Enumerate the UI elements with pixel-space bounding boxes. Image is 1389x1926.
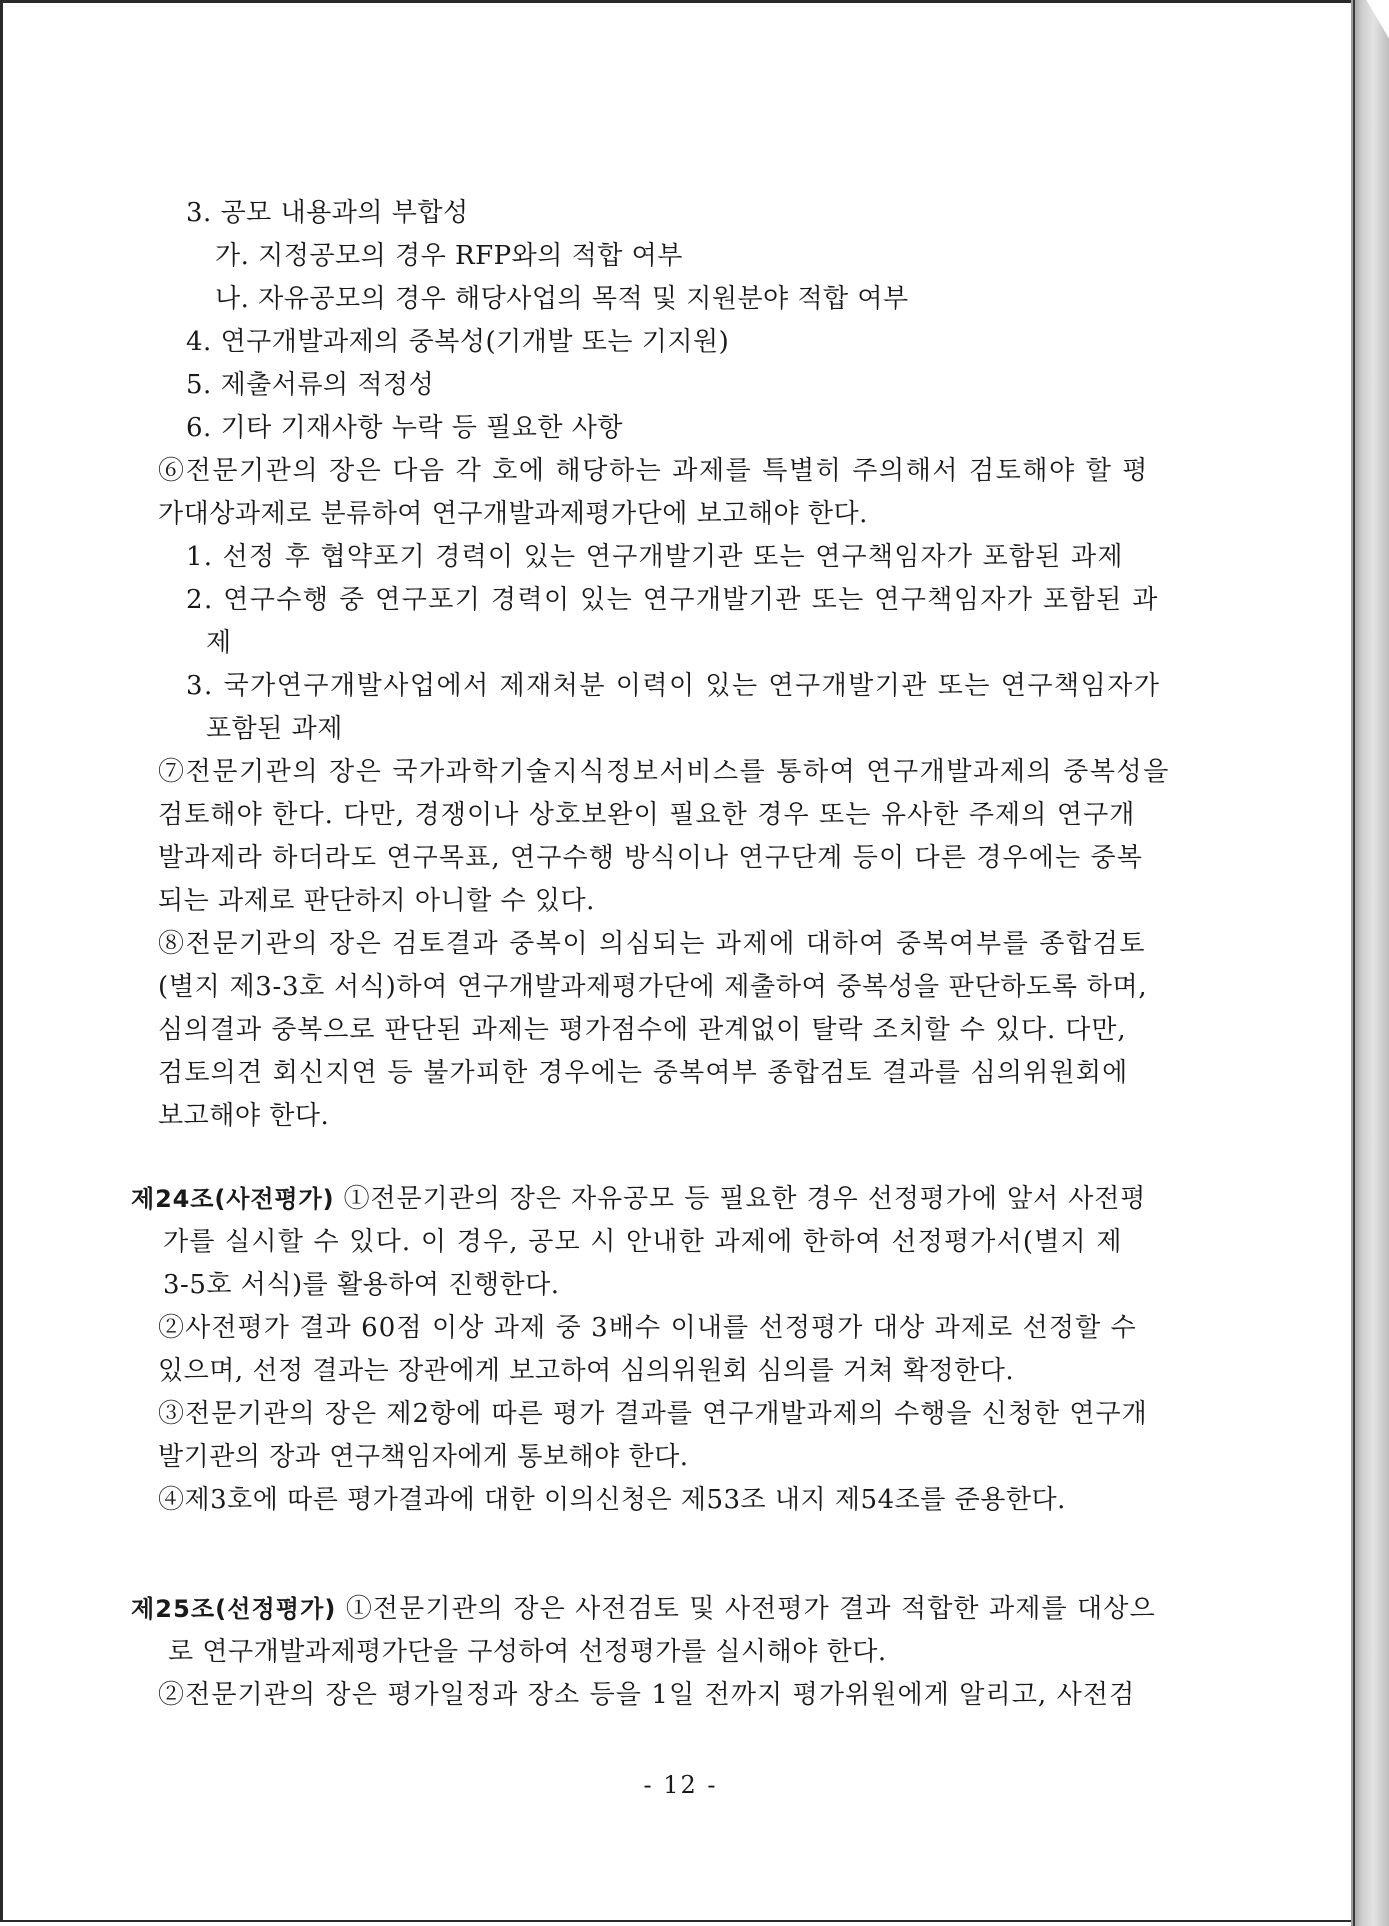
text-line: 로 연구개발과제평가단을 구성하여 선정평가를 실시해야 한다. [168,1637,887,1667]
article-25-heading-line [131,1591,1156,1627]
text-line: 검토의견 회신지연 등 불가피한 경우에는 중복여부 종합검토 결과를 심의위원회에 [158,1058,1129,1088]
text-line: 2. 연구수행 중 연구포기 경력이 있는 연구개발기관 또는 연구책임자가 포함된 과 [186,585,1159,615]
text-line: 1. 선정 후 협약포기 경력이 있는 연구개발기관 또는 연구책임자가 포함된 과제 [186,542,1124,572]
text-line: 6. 기타 기재사항 누락 등 필요한 사항 [186,413,624,443]
text-line: 발과제라 하더라도 연구목표, 연구수행 방식이나 연구단계 등이 다른 경우에는 중복 [158,843,1143,873]
text-line: ⑦전문기관의 장은 국가과학기술지식정보서비스를 통하여 연구개발과제의 중복성을 [158,757,1170,787]
text-line: ⑧전문기관의 장은 검토결과 중복이 의심되는 과제에 대하여 중복여부를 종합검토 [158,929,1147,959]
article-24-heading-line [131,1181,1146,1217]
text-line: ③전문기관의 장은 제2항에 따른 평가 결과를 연구개발과제의 수행을 신청한 연구개 [158,1399,1148,1429]
text-line: 심의결과 중복으로 판단된 과제는 평가점수에 관계없이 탈락 조치할 수 있다. 다만, [158,1015,1127,1045]
page-edge-border [1353,0,1355,1926]
text-line: 3. 국가연구개발사업에서 제재처분 이력이 있는 연구개발기관 또는 연구책임자가 [186,671,1161,701]
text-line: 가. 지정공모의 경우 RFP와의 적합 여부 [215,241,683,271]
text-line: 보고해야 한다. [158,1101,330,1131]
text-line: 가를 실시할 수 있다. 이 경우, 공모 시 안내한 과제에 한하여 선정평가서(별지 제 [163,1227,1123,1257]
text-line: ②사전평가 결과 60점 이상 과제 중 3배수 이내를 선정평가 대상 과제로 선정할 수 [158,1313,1137,1343]
text-line: 나. 자유공모의 경우 해당사업의 목적 및 지원분야 적합 여부 [215,284,909,314]
text-line: 발기관의 장과 연구책임자에게 통보해야 한다. [158,1442,689,1472]
text-line: 4. 연구개발과제의 중복성(기개발 또는 기지원) [186,327,730,357]
article-24-title: 제24조(사전평가) [131,1185,335,1213]
text-line: 되는 과제로 판단하지 아니할 수 있다. [158,886,595,916]
text-line: ②전문기관의 장은 평가일정과 장소 등을 1일 전까지 평가위원에게 알리고, 사전검 [158,1680,1136,1710]
text-line: 있으며, 선정 결과는 장관에게 보고하여 심의위원회 심의를 거쳐 확정한다. [158,1356,1015,1386]
text-line: 제 [206,628,232,658]
text-line: ④제3호에 따른 평가결과에 대한 이의신청은 제53조 내지 제54조를 준용한다. [158,1485,1066,1515]
page-edge-shadow [1351,0,1389,1926]
text-line: ⑥전문기관의 장은 다음 각 호에 해당하는 과제를 특별히 주의해서 검토해야 할 평 [158,456,1150,486]
text-line: 포함된 과제 [206,714,343,744]
text-span: ①전문기관의 장은 사전검토 및 사전평가 결과 적합한 과제를 대상으 [336,1594,1156,1624]
page-number: - 12 - [643,1771,718,1799]
text-span: ①전문기관의 장은 자유공모 등 필요한 경우 선정평가에 앞서 사전평 [334,1184,1147,1214]
article-25-title: 제25조(선정평가) [131,1595,337,1623]
text-line: 3. 공모 내용과의 부합성 [186,198,469,228]
text-line: 3-5호 서식)를 활용하여 진행한다. [163,1270,560,1300]
text-line: 검토해야 한다. 다만, 경쟁이나 상호보완이 필요한 경우 또는 유사한 주제의 연구개 [158,800,1136,830]
text-line: 5. 제출서류의 적정성 [186,370,435,400]
text-line: (별지 제3-3호 서식)하여 연구개발과제평가단에 제출하여 중복성을 판단하도록 하며, [158,972,1148,1002]
text-line: 가대상과제로 분류하여 연구개발과제평가단에 보고해야 한다. [158,499,868,529]
